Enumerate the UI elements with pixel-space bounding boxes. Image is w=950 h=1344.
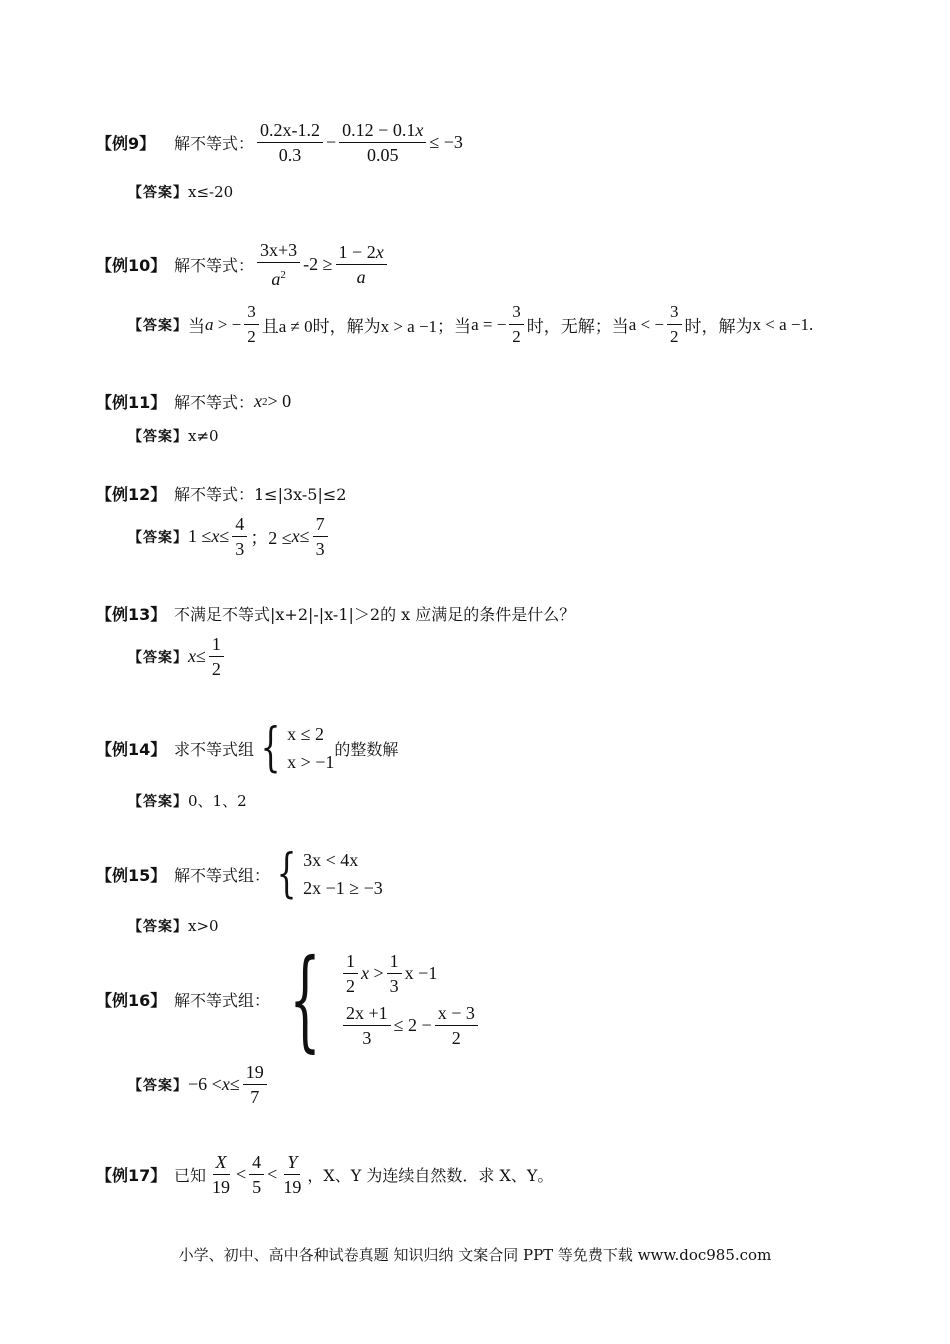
example-prompt: 已知 [174,1166,207,1185]
inequality-system: { x ≤ 2 x > −1 [260,718,335,778]
answer-math: 1 ≤ x ≤ $\frac{4}{3}$ ；2 ≤ x ≤ $\frac{7}{3}$ [188,512,331,561]
answer-11 [128,426,219,446]
example-label: 【例17】 [96,1166,167,1185]
answer-label: 【答案】 [128,529,188,546]
answer-math: −6 < x ≤ $\frac{19}{7}$ [188,1060,270,1109]
example-16 [96,935,481,1063]
answer-label: 【答案】 [128,1077,188,1094]
math-expression: $\frac{0.2x-1.2}{0.3}$ − $\frac{0.12 - 0.1x}{0.05}$ ≤ −3 [254,118,463,167]
answer-text: x>0 [188,917,219,935]
answer-label: 【答案】 [128,317,188,334]
example-prompt: 解不等式： [174,393,255,412]
answer-9 [128,182,233,202]
answer-label: 【答案】 [128,185,188,201]
example-prompt: 解不等式： [174,134,255,153]
answer-15 [128,916,219,936]
example-label: 【例16】 [96,990,167,1010]
example-label: 【例11】 [96,393,167,412]
example-prompt: 解不等式：1≤|3x-5|≤2 [174,485,347,504]
example-suffix: ，X、Y 为连续自然数．求 X、Y。 [307,1166,554,1185]
example-prompt: 求不等式组 [174,739,255,759]
example-prompt: 解不等式组： [174,865,271,885]
example-prompt: 解不等式： [174,256,255,275]
math-expression: $\frac{3x+3}{a^2}$ -2 ≥ $\frac{1 - 2x}{a}$ [254,238,390,291]
example-12 [96,482,346,505]
answer-label: 【答案】 [128,919,188,935]
answer-10 [128,300,813,349]
answer-label: 【答案】 [128,429,188,445]
example-11 [96,390,291,413]
example-suffix: 的整数解 [334,739,399,759]
answer-13 [128,632,227,681]
answer-14 [128,790,247,811]
answer-16 [128,1060,270,1109]
math-expression: $\frac{X}{19}$ < $\frac{4}{5}$ < $\frac{Y}{19}$ [212,1152,302,1197]
answer-text: 0、1、2 [188,792,247,810]
example-label: 【例14】 [96,739,167,759]
example-prompt: 解不等式组： [174,990,271,1010]
example-label: 【例15】 [96,865,167,885]
answer-label: 【答案】 [128,793,188,810]
example-label: 【例10】 [96,256,167,275]
answer-text: x≠0 [188,427,219,445]
example-label: 【例9】 [96,134,156,153]
answer-text: x≤-20 [188,183,234,201]
example-prompt: 不满足不等式|x+2|-|x-1|＞2的 x 应满足的条件是什么？ [174,605,576,624]
example-17 [96,1150,553,1199]
page-footer: 小学、初中、高中各种试卷真题 知识归纳 文案合同 PPT 等免费下载 www.doc985.com [178,1246,772,1264]
inequality-system: { 3x < 4x 2x −1 ≥ −3 [276,844,383,904]
inequality-system: { $\frac{1}{2}$ x > $\frac{1}{3}$ x −1 $\frac{2x +1}{3}$ ≤ 2 − $\frac{x - 3}{2}$ [270,944,481,1054]
math-expression: x 2 > 0 [254,391,292,411]
example-label: 【例13】 [96,605,167,624]
answer-math: 当 a > − $\frac{3}{2}$ 且 a ≠ 0时，解为 x > a −1；当 a = − $\frac{3}{2}$ 时，无解；当 a < − $\frac{3}{2}$ 时，解为 x < a −1. [188,302,814,346]
example-13 [96,602,575,625]
example-label: 【例12】 [96,485,167,504]
example-15 [96,846,383,902]
example-10 [96,238,390,291]
example-14 [96,720,398,776]
answer-12 [128,512,331,561]
answer-label: 【答案】 [128,649,188,666]
example-9 [96,118,463,167]
answer-math: x ≤ $\frac{1}{2}$ [188,632,227,681]
